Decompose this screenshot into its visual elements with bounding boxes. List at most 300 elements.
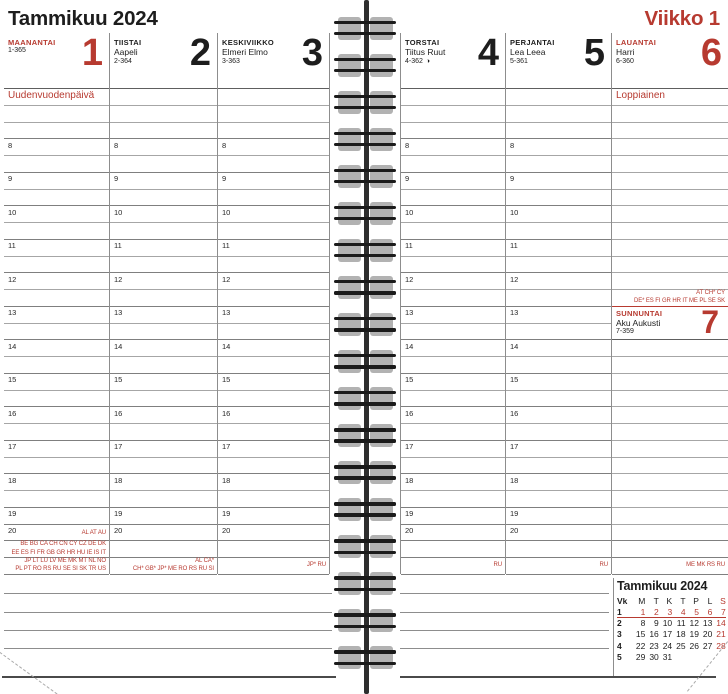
day-column-wednesday	[218, 33, 330, 574]
hour-label: 16	[8, 408, 17, 418]
row-line	[4, 473, 109, 474]
holiday-country-codes	[401, 557, 502, 574]
hour-label: 13	[510, 308, 519, 318]
hour-label: 18	[222, 475, 231, 485]
day-number: 6	[700, 32, 722, 74]
mini-calendar-day: 2	[654, 607, 659, 617]
row-line	[506, 406, 611, 407]
mini-calendar-header-row	[617, 596, 726, 607]
hour-label: 11	[114, 241, 122, 251]
row-line	[4, 172, 109, 173]
row-line	[612, 507, 728, 508]
day-of-year: 5-361	[510, 57, 528, 65]
spiral-wire	[334, 354, 396, 357]
row-line	[401, 306, 505, 307]
hour-label: 20	[510, 526, 519, 535]
mini-calendar-day: 7	[721, 607, 726, 617]
moon-phase-icon: ◑	[425, 57, 431, 65]
spiral-wire	[334, 206, 396, 209]
binding-hole	[370, 535, 393, 558]
row-line	[506, 339, 611, 340]
hour-label: 9	[510, 174, 515, 184]
mini-calendar-day: 10	[662, 618, 673, 629]
row-line	[506, 289, 611, 290]
holiday-name: Loppiainen	[616, 90, 665, 101]
spiral-wire	[334, 106, 396, 109]
row-line	[4, 373, 109, 374]
row-line	[612, 574, 728, 575]
binding-hole	[338, 646, 361, 669]
row-line	[401, 457, 505, 458]
spiral-wire	[334, 625, 396, 628]
row-line	[401, 105, 505, 106]
row-line	[218, 272, 329, 273]
day-number: 4	[477, 32, 499, 74]
row-line	[506, 507, 611, 508]
day-number: 3	[301, 32, 323, 74]
week-number: 2	[617, 618, 622, 629]
binding-hole	[370, 202, 393, 225]
name-days: Lea Leea	[510, 47, 546, 58]
right-page	[398, 0, 728, 694]
hour-label: 15	[114, 375, 123, 385]
binding-hole	[338, 535, 361, 558]
mini-calendar-day: 27	[702, 640, 713, 651]
row-line	[218, 138, 329, 139]
binding-hole	[338, 609, 361, 632]
binding-hole	[370, 350, 393, 373]
row-line	[612, 473, 728, 474]
spiral-wire	[334, 21, 396, 24]
row-line	[612, 423, 728, 424]
day-of-year-row	[405, 58, 445, 67]
notes-line	[400, 593, 609, 594]
binding-hole	[370, 313, 393, 336]
day-number: 2	[189, 32, 211, 74]
binding-hole	[338, 313, 361, 336]
codes-line: RU	[493, 562, 502, 569]
row-line	[506, 122, 611, 123]
spiral-wire	[334, 32, 396, 35]
row-line	[110, 155, 217, 156]
sunday-header-text	[616, 309, 662, 337]
day-of-year-row	[616, 58, 656, 67]
hour-label: 13	[405, 308, 414, 318]
row-line	[506, 155, 611, 156]
row-line	[110, 138, 217, 139]
binding-hole	[370, 128, 393, 151]
row-line	[218, 172, 329, 173]
hour-label: 9	[8, 174, 13, 184]
row-line	[506, 423, 611, 424]
mini-calendar-day: 14	[716, 618, 726, 629]
hour-label: 12	[114, 274, 123, 284]
hour-label: 12	[8, 274, 17, 284]
day-column-thursday	[400, 33, 506, 574]
row-line	[110, 222, 217, 223]
row-line	[218, 239, 329, 240]
row-line	[612, 256, 728, 257]
row-line	[218, 356, 329, 357]
row-line	[612, 490, 728, 491]
day-name: SUNNUNTAI	[616, 308, 663, 318]
row-line	[4, 122, 109, 123]
row-line	[4, 323, 109, 324]
holiday-country-codes	[110, 557, 214, 574]
mini-calendar-header-cell: L	[707, 596, 713, 606]
row-line	[506, 172, 611, 173]
binding-hole	[338, 387, 361, 410]
mini-calendar-day	[686, 652, 699, 663]
binding-hole	[370, 239, 393, 262]
binding-hole	[370, 424, 393, 447]
day-name: TIISTAI	[114, 38, 142, 47]
day-number: 1	[81, 32, 103, 74]
row-line	[612, 272, 728, 273]
hour-label: 13	[222, 308, 231, 318]
hour-label: 10	[222, 207, 231, 217]
row-line	[218, 490, 329, 491]
row-line	[110, 289, 217, 290]
row-line	[218, 507, 329, 508]
row-line	[110, 105, 217, 106]
mini-calendar-day: 23	[649, 640, 659, 651]
row-line	[506, 205, 611, 206]
binding-hole	[370, 498, 393, 521]
binding-hole	[338, 424, 361, 447]
row-line	[4, 239, 109, 240]
spiral-wire	[334, 217, 396, 220]
day-column-saturday	[612, 33, 728, 574]
spiral-rod	[364, 0, 370, 694]
row-line	[506, 373, 611, 374]
row-line	[218, 373, 329, 374]
notes-line	[400, 648, 609, 649]
notes-line	[4, 612, 332, 613]
row-line	[401, 138, 505, 139]
hour-label: 19	[222, 509, 231, 519]
row-line	[110, 239, 217, 240]
spiral-wire	[334, 169, 396, 172]
row-line	[506, 323, 611, 324]
row-line	[506, 138, 611, 139]
left-page	[0, 0, 336, 694]
day-of-year: 4-362	[405, 57, 423, 65]
binding-hole	[370, 91, 393, 114]
day-of-year: 7-359	[616, 328, 634, 336]
row-line	[110, 423, 217, 424]
row-line	[110, 122, 217, 123]
row-line	[4, 205, 109, 206]
page-bottom-line	[400, 676, 716, 679]
day-of-year: 6-360	[616, 57, 634, 65]
hour-label: 9	[114, 174, 119, 184]
hour-label: 16	[405, 408, 414, 418]
spiral-wire	[334, 58, 396, 61]
day-of-year-row	[8, 47, 56, 56]
codes-line: RU	[599, 562, 608, 569]
row-line	[218, 205, 329, 206]
notes-line	[400, 612, 609, 613]
row-line	[401, 222, 505, 223]
binding-hole	[370, 572, 393, 595]
row-line	[401, 356, 505, 357]
row-line	[110, 272, 217, 273]
mini-calendar-day: 4	[680, 607, 686, 617]
row-line	[4, 524, 109, 525]
binding-hole	[338, 350, 361, 373]
mini-calendar-day: 13	[702, 618, 713, 629]
binding-hole	[370, 165, 393, 188]
binding-hole	[370, 17, 393, 40]
row-line	[401, 205, 505, 206]
row-line	[218, 339, 329, 340]
holiday-country-codes	[218, 557, 326, 574]
binding-hole	[370, 461, 393, 484]
day-name: TORSTAI	[405, 38, 440, 47]
codes-line: JP* RU	[306, 562, 326, 569]
spiral-wire	[334, 95, 396, 98]
row-line	[401, 524, 505, 525]
mini-calendar-day: 6	[707, 607, 713, 617]
hour-label: 17	[405, 442, 414, 452]
spiral-wire	[334, 439, 396, 442]
spiral-wire	[334, 650, 396, 653]
spiral-wire	[334, 613, 396, 616]
day-of-year: 2-364	[114, 57, 132, 65]
binding-hole	[338, 165, 361, 188]
row-line	[110, 356, 217, 357]
row-line	[4, 574, 109, 575]
row-line	[506, 239, 611, 240]
row-line	[4, 155, 109, 156]
mini-calendar-header-cell: S	[720, 596, 726, 606]
row-line	[612, 122, 728, 123]
row-line	[612, 189, 728, 190]
hour-label: 18	[8, 475, 17, 485]
binding-hole	[338, 572, 361, 595]
hour-label: 11	[222, 241, 230, 251]
name-days: Elmeri Elmo	[222, 47, 268, 58]
row-line	[401, 239, 505, 240]
mini-calendar-day	[672, 652, 685, 663]
hour-label: 15	[405, 375, 414, 385]
hour-label: 8	[405, 140, 410, 150]
holiday-country-codes	[4, 540, 106, 557]
row-line	[218, 189, 329, 190]
row-line	[506, 256, 611, 257]
spiral-wire	[334, 132, 396, 135]
row-line	[218, 88, 329, 89]
mini-calendar-header-cell: M	[638, 596, 646, 606]
day-header-saturday	[616, 38, 656, 66]
mini-calendar-week-row	[617, 618, 726, 629]
mini-calendar-day: 26	[689, 640, 699, 651]
row-line	[218, 440, 329, 441]
day-of-year: 3-363	[222, 57, 240, 65]
name-days: Tiitus Ruut	[405, 47, 446, 58]
row-line	[612, 373, 728, 374]
row-line	[218, 222, 329, 223]
row-line	[110, 390, 217, 391]
hour-label: 15	[510, 375, 519, 385]
day-column-monday	[4, 33, 110, 574]
holiday-country-codes	[506, 557, 608, 574]
binding-hole	[370, 609, 393, 632]
spiral-wire	[334, 402, 396, 405]
row-line	[218, 540, 329, 541]
name-days: Aapeli	[114, 47, 138, 58]
spiral-wire	[334, 539, 396, 542]
hour-label: 16	[222, 408, 231, 418]
spiral-wire	[334, 465, 396, 468]
row-line	[110, 189, 217, 190]
row-line	[401, 88, 505, 89]
row-line	[218, 155, 329, 156]
page-bottom-line	[2, 676, 336, 679]
mini-calendar	[617, 579, 726, 674]
hour-label: 12	[405, 274, 414, 284]
mini-calendar-divider	[613, 578, 614, 676]
row-line	[612, 105, 728, 106]
hour-label: 14	[114, 341, 123, 351]
hour-label: 19	[8, 509, 17, 519]
week-number: 1	[617, 607, 622, 617]
spiral-wire	[334, 662, 396, 665]
codes-line: CH* GB* JP* ME RO RS RU SI	[132, 566, 214, 573]
spiral-wire	[334, 428, 396, 431]
notes-line	[4, 593, 332, 594]
row-line	[401, 390, 505, 391]
hour-label: 15	[8, 375, 17, 385]
row-line	[401, 323, 505, 324]
mini-calendar-day: 15	[635, 629, 646, 640]
day-header-thursday	[405, 38, 445, 66]
row-line	[110, 205, 217, 206]
row-line	[612, 540, 728, 541]
notes-line	[4, 630, 332, 631]
hour-label: 14	[510, 341, 519, 351]
mini-calendar-day: 17	[662, 629, 673, 640]
spiral-wire	[334, 69, 396, 72]
row-line	[506, 540, 611, 541]
row-line	[110, 490, 217, 491]
hour-label: 12	[510, 274, 519, 284]
hour-label: 11	[8, 241, 16, 251]
binding-hole	[338, 239, 361, 262]
week-title: Viikko 1	[644, 7, 720, 30]
day-header-tuesday	[114, 38, 141, 66]
row-line	[401, 440, 505, 441]
row-line	[506, 473, 611, 474]
row-line	[401, 289, 505, 290]
row-line	[4, 390, 109, 391]
row-line	[401, 272, 505, 273]
spiral-wire	[334, 502, 396, 505]
row-line	[110, 473, 217, 474]
mini-calendar-day: 12	[689, 618, 699, 629]
week-number: 4	[617, 640, 622, 651]
row-line	[4, 105, 109, 106]
mini-calendar-day: 29	[635, 651, 646, 662]
row-line	[218, 122, 329, 123]
row-line	[401, 473, 505, 474]
row-line	[612, 390, 728, 391]
binding-hole	[370, 54, 393, 77]
binding-hole	[338, 54, 361, 77]
day-column-tuesday	[110, 33, 218, 574]
row-line	[612, 172, 728, 173]
spiral-wire	[334, 365, 396, 368]
binding-hole	[370, 387, 393, 410]
hour-label: 17	[8, 442, 17, 452]
row-line	[4, 440, 109, 441]
mini-calendar-day: 21	[716, 629, 726, 640]
hour-label: 20	[8, 526, 17, 535]
spiral-wire	[334, 254, 396, 257]
hour-label: 9	[222, 174, 227, 184]
hour-label: 8	[114, 140, 119, 150]
row-line	[4, 339, 109, 340]
hour-label: 13	[114, 308, 123, 318]
row-line	[612, 222, 728, 223]
spiral-wire	[334, 317, 396, 320]
hour-label: 8	[222, 140, 227, 150]
row-line	[110, 256, 217, 257]
row-line	[506, 222, 611, 223]
row-line	[110, 524, 217, 525]
spiral-wire	[334, 551, 396, 554]
day-of-year-row	[222, 58, 274, 67]
row-line	[110, 406, 217, 407]
row-line	[110, 339, 217, 340]
hour-label: 14	[405, 341, 414, 351]
row-line	[4, 356, 109, 357]
day-name: PERJANTAI	[510, 38, 555, 47]
row-line	[612, 524, 728, 525]
mini-calendar-day: 3	[667, 607, 673, 617]
mini-calendar-header-cell: P	[693, 596, 699, 606]
codes-line: AL CA*	[195, 558, 214, 565]
mini-calendar-day: 11	[676, 618, 686, 629]
hour-label: 10	[510, 207, 519, 217]
row-line	[4, 306, 109, 307]
row-line	[110, 306, 217, 307]
spiral-wire	[334, 391, 396, 394]
row-line	[4, 256, 109, 257]
hour-label: 17	[222, 442, 231, 452]
hour-label: 18	[510, 475, 519, 485]
mini-calendar-day: 8	[640, 618, 646, 629]
hour-label: 12	[222, 274, 231, 284]
row-line	[4, 423, 109, 424]
row-line	[401, 172, 505, 173]
row-line	[218, 574, 329, 575]
row-line	[4, 289, 109, 290]
row-line	[218, 406, 329, 407]
name-days: Harri	[616, 47, 635, 58]
row-line	[612, 440, 728, 441]
row-line	[218, 306, 329, 307]
holiday-name: Uudenvuodenpäivä	[8, 90, 95, 101]
codes-line: EE ES FI FR GB GR HR HU IE IS IT	[11, 549, 106, 556]
day-header-friday	[510, 38, 555, 66]
row-line	[218, 457, 329, 458]
mini-calendar-day: 28	[716, 640, 726, 651]
mini-calendar-day: 1	[640, 607, 646, 617]
mini-calendar-day: 24	[662, 640, 673, 651]
spiral-wire	[334, 143, 396, 146]
